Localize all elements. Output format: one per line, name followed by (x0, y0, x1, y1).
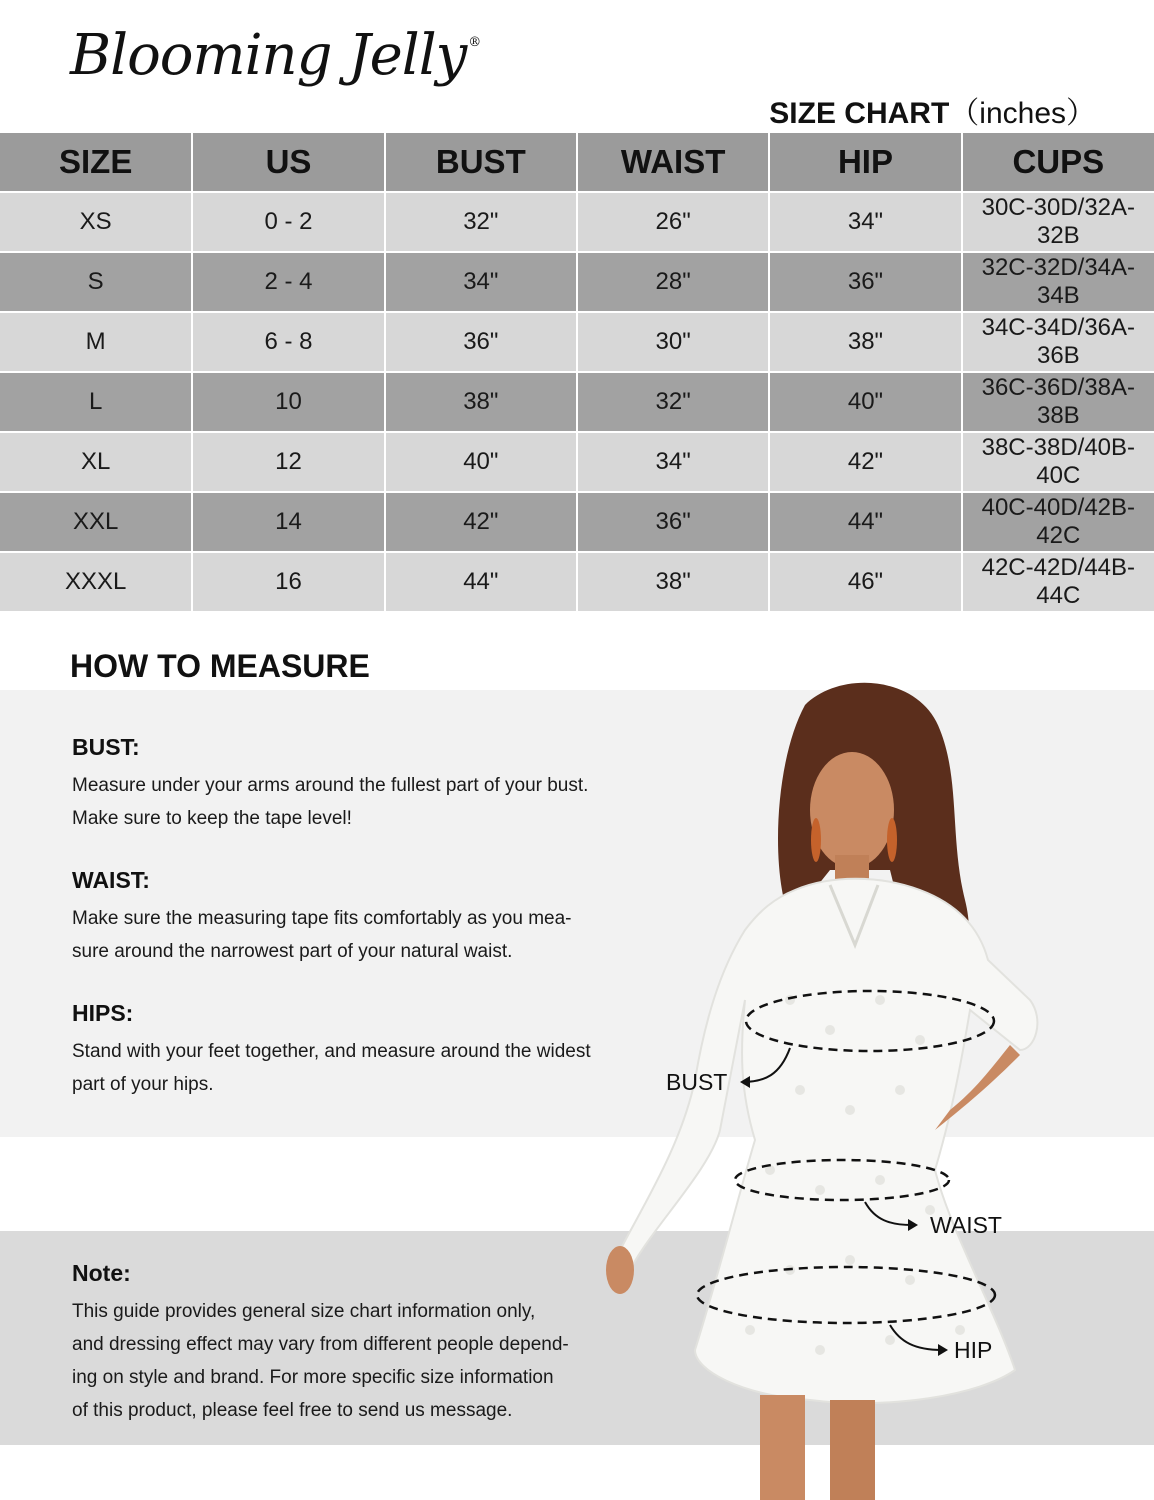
cell-bust: 36" (385, 312, 577, 372)
cell-bust: 44" (385, 552, 577, 612)
how-to-measure-heading: HOW TO MEASURE (70, 648, 370, 684)
cell-us: 2 - 4 (192, 252, 384, 312)
table-row (0, 192, 1154, 252)
registered-mark: ® (468, 35, 481, 50)
earring-left (811, 818, 821, 862)
hip-label: HIP (954, 1337, 993, 1363)
cell-size: S (0, 252, 192, 312)
header-cups: CUPS (962, 133, 1154, 192)
cell-us: 0 - 2 (192, 192, 384, 252)
waist-instructions (72, 867, 652, 968)
cell-hip: 44" (769, 492, 961, 552)
cell-waist: 38" (577, 552, 769, 612)
size-chart-label: SIZE CHART (769, 97, 950, 130)
earring-right (887, 818, 897, 862)
header-us: US (192, 133, 384, 192)
hips-title: HIPS: (72, 1000, 134, 1026)
note-title: Note: (72, 1260, 131, 1286)
header-size: SIZE (0, 133, 192, 192)
cell-waist: 28" (577, 252, 769, 312)
note-text-line: and dressing effect may vary from different people depend- (72, 1334, 569, 1355)
header-hip: HIP (769, 133, 961, 192)
cell-size: L (0, 372, 192, 432)
cell-bust: 40" (385, 432, 577, 492)
cell-us: 12 (192, 432, 384, 492)
hips-text-line: part of your hips. (72, 1074, 214, 1095)
table-row (0, 432, 1154, 492)
size-table (0, 133, 1154, 613)
cell-waist: 36" (577, 492, 769, 552)
cell-hip: 42" (769, 432, 961, 492)
hand-left (606, 1246, 634, 1294)
cell-size: XL (0, 432, 192, 492)
cell-cups: 40C-40D/42B-42C (962, 492, 1154, 552)
table-row (0, 552, 1154, 612)
bust-text-line: Measure under your arms around the fullest part of your bust. (72, 775, 589, 796)
cell-hip: 34" (769, 192, 961, 252)
cell-hip: 38" (769, 312, 961, 372)
cell-hip: 46" (769, 552, 961, 612)
cell-hip: 40" (769, 372, 961, 432)
waist-title: WAIST: (72, 867, 150, 893)
cell-cups: 42C-42D/44B-44C (962, 552, 1154, 612)
note-text-line: of this product, please feel free to send us message. (72, 1400, 513, 1421)
cell-waist: 30" (577, 312, 769, 372)
cell-bust: 38" (385, 372, 577, 432)
bust-label: BUST (666, 1069, 728, 1095)
cell-waist: 32" (577, 372, 769, 432)
face-shape (810, 752, 894, 868)
cell-cups: 32C-32D/34A-34B (962, 252, 1154, 312)
cell-size: XXL (0, 492, 192, 552)
table-row (0, 312, 1154, 372)
cell-bust: 34" (385, 252, 577, 312)
bust-instructions (72, 734, 652, 835)
table-header-row (0, 133, 1154, 192)
cell-size: M (0, 312, 192, 372)
table-row (0, 252, 1154, 312)
leg-right (830, 1400, 875, 1500)
table-row (0, 372, 1154, 432)
cell-waist: 34" (577, 432, 769, 492)
cell-cups: 36C-36D/38A-38B (962, 372, 1154, 432)
table-row (0, 492, 1154, 552)
brand-logo (70, 23, 481, 88)
brand-name: Blooming Jelly (70, 23, 467, 88)
hips-instructions (72, 1000, 652, 1101)
waist-text-line: Make sure the measuring tape fits comfortably as you mea- (72, 908, 572, 929)
cell-cups: 38C-38D/40B-40C (962, 432, 1154, 492)
header-bust: BUST (385, 133, 577, 192)
cell-waist: 26" (577, 192, 769, 252)
cell-bust: 42" (385, 492, 577, 552)
cell-size: XXXL (0, 552, 192, 612)
cell-cups: 34C-34D/36A-36B (962, 312, 1154, 372)
dress-shape (615, 879, 1037, 1403)
cell-hip: 36" (769, 252, 961, 312)
cell-us: 10 (192, 372, 384, 432)
note-block (72, 1260, 632, 1427)
note-text-line: ing on style and brand. For more specific size information (72, 1367, 554, 1388)
bust-text-line: Make sure to keep the tape level! (72, 808, 352, 829)
leg-left (760, 1395, 805, 1500)
waist-text-line: sure around the narrowest part of your natural waist. (72, 941, 513, 962)
cell-us: 6 - 8 (192, 312, 384, 372)
cell-us: 16 (192, 552, 384, 612)
cell-size: XS (0, 192, 192, 252)
hips-text-line: Stand with your feet together, and measure around the widest (72, 1041, 591, 1062)
cell-cups: 30C-30D/32A-32B (962, 192, 1154, 252)
cell-bust: 32" (385, 192, 577, 252)
waist-label: WAIST (930, 1212, 1002, 1238)
size-chart-unit: （inches） (949, 97, 1096, 130)
size-chart-title (769, 88, 1096, 132)
note-text-line: This guide provides general size chart information only, (72, 1301, 536, 1322)
header-waist: WAIST (577, 133, 769, 192)
cell-us: 14 (192, 492, 384, 552)
bust-title: BUST: (72, 734, 140, 760)
